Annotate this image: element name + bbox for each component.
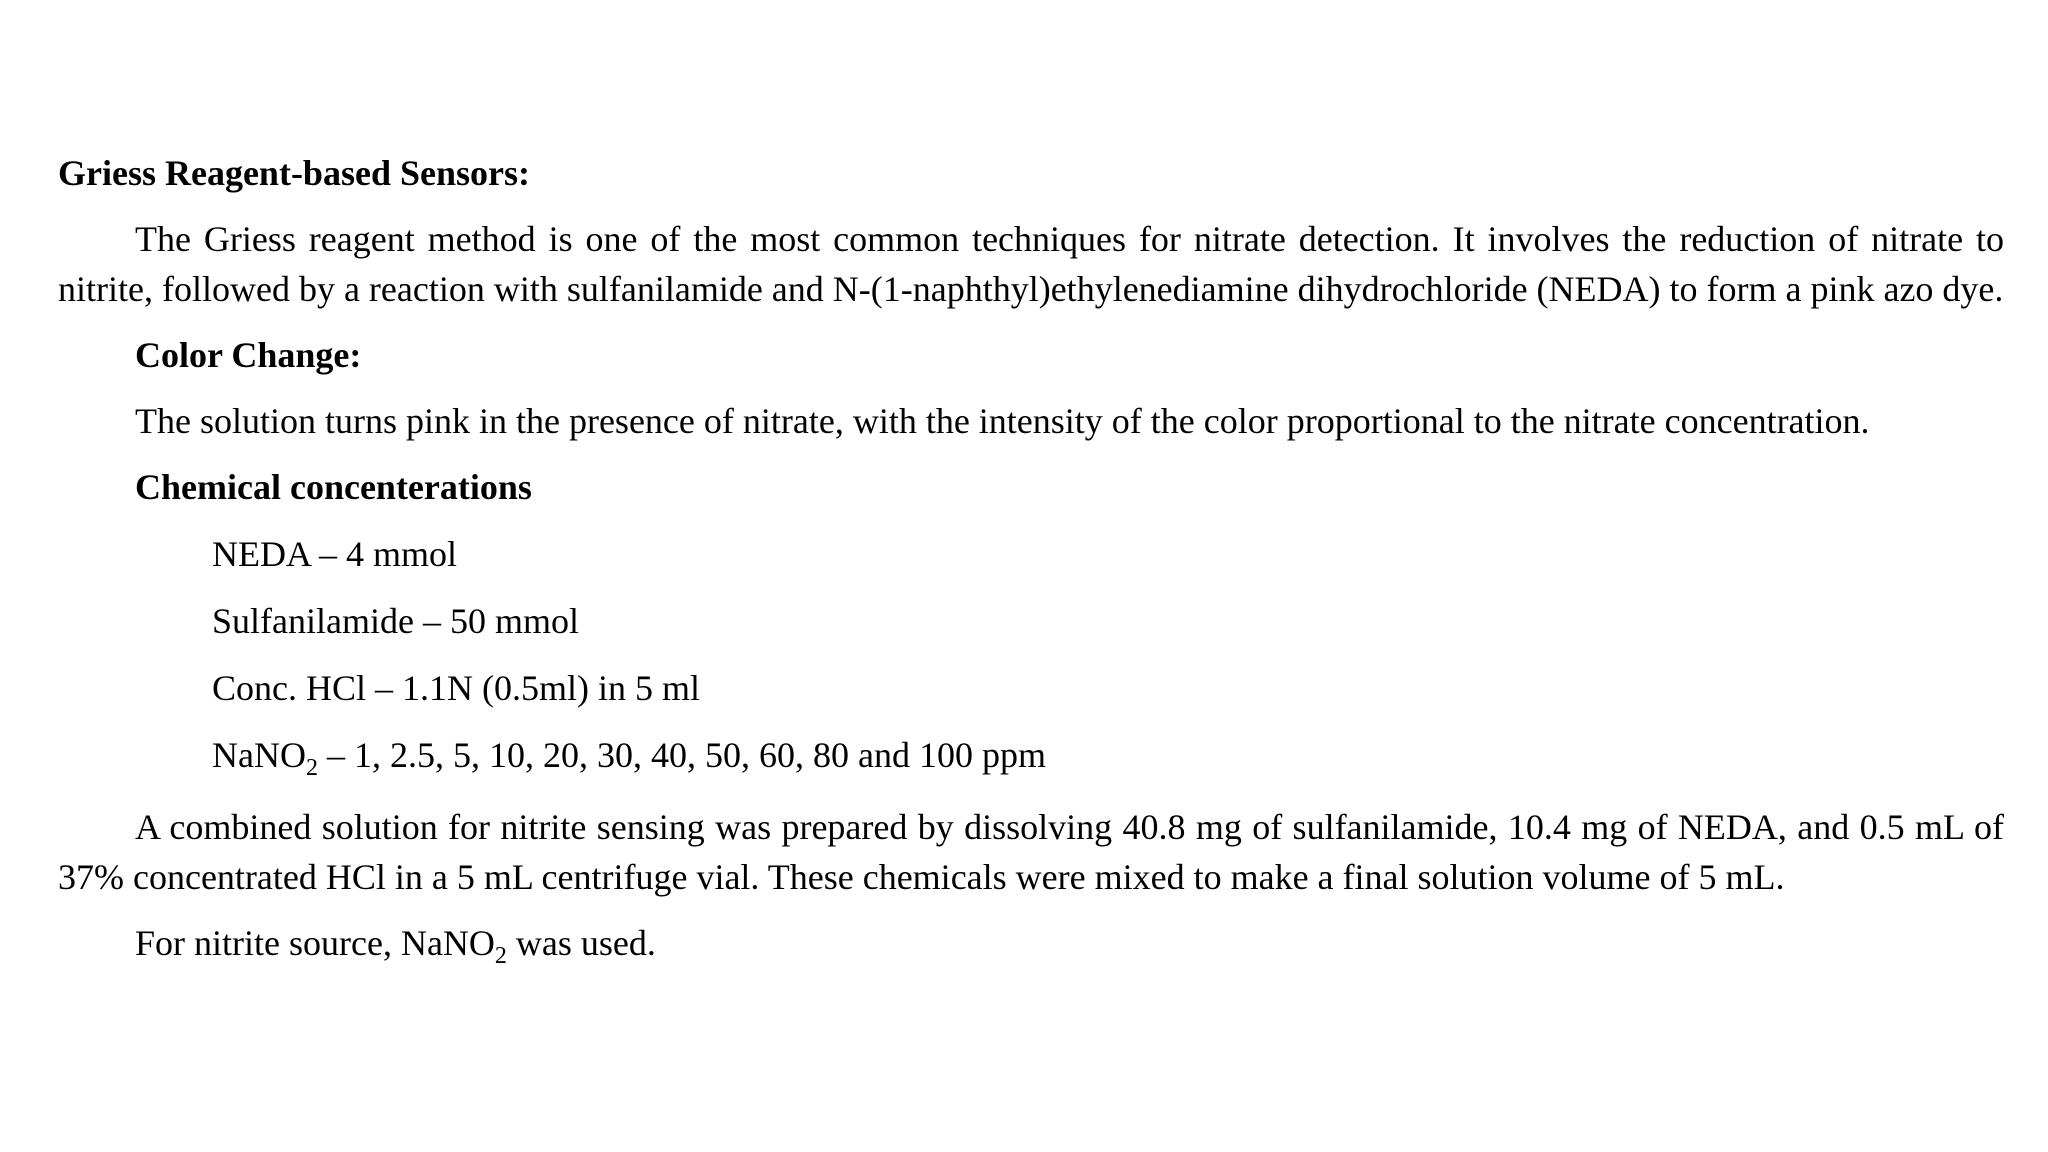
nitrite-source-line [58,918,2004,968]
nano2-subscript: 2 [305,755,318,781]
nitrite-source-prefix: For nitrite source, NaNO [135,923,495,963]
nano2-suffix: – 1, 2.5, 5, 10, 20, 30, 40, 50, 60, 80 and 100 ppm [317,735,1046,775]
chemical-hcl: Conc. HCl – 1.1N (0.5ml) in 5 ml [212,668,700,708]
nano2-prefix: NaNO [212,735,306,775]
intro-paragraph: The Griess reagent method is one of the most common techniques for nitrate detection. It involves the reduction of nitrate to nitrite, followed by a reaction with sulfanilamide and N-(1-naphthyl)ethylenediamine dihydrochloride (NEDA) to form a pink azo dye. [58,219,2004,309]
chemicals-heading: Chemical concenterations [135,467,532,507]
preparation-paragraph: A combined solution for nitrite sensing was prepared by dissolving 40.8 mg of sulfanilamide, 10.4 mg of NEDA, and 0.5 mL of 37% concentrated HCl in a 5 mL centrifuge vial. These chemicals were mixed to make a final solution volume of 5 mL. [58,807,2004,897]
nitrite-source-subscript: 2 [494,943,507,969]
document-body [58,148,2004,968]
color-change-heading: Color Change: [135,335,362,375]
chemical-nano2 [58,730,2004,780]
chemical-sulfanilamide: Sulfanilamide – 50 mmol [212,601,579,641]
section-heading: Griess Reagent-based Sensors: [58,153,530,193]
nitrite-source-suffix: was used. [506,923,656,963]
color-change-paragraph: The solution turns pink in the presence of nitrate, with the intensity of the color proportional to the nitrate concentration. [135,401,1870,441]
chemical-neda: NEDA – 4 mmol [212,534,458,574]
